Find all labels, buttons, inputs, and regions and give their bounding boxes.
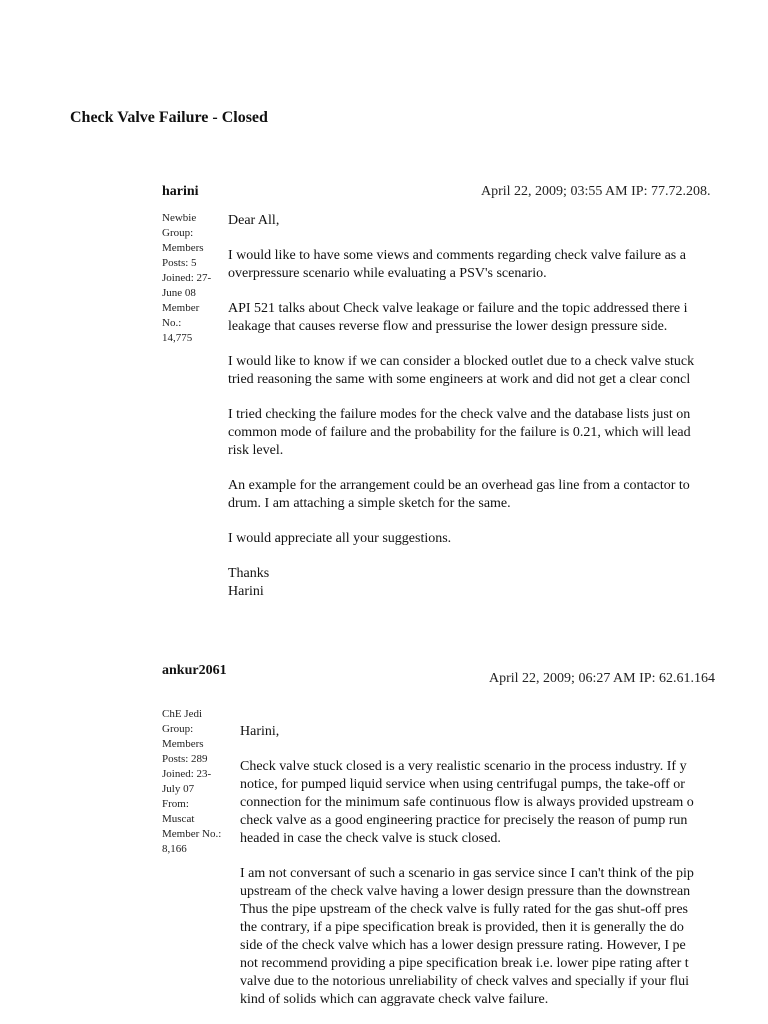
post-line: Check valve stuck closed is a very realistic scenario in the process industry. If y: [240, 759, 687, 774]
post-line: headed in case the check valve is stuck closed.: [240, 831, 501, 846]
post-author[interactable]: harini: [162, 184, 199, 199]
author-posts: Posts: 289: [162, 753, 208, 765]
author-member-no-label: No.:: [162, 317, 182, 329]
post-line: Harini: [228, 584, 264, 599]
post-line: I would appreciate all your suggestions.: [228, 531, 452, 546]
author-member-no: 14,775: [162, 332, 193, 344]
post-line: check valve as a good engineering practice for precisely the reason of pump run: [240, 813, 688, 828]
post-line: upstream of the check valve having a lower design pressure than the downstrean: [240, 884, 691, 899]
post-line: notice, for pumped liquid service when using centrifugal pumps, the take-off or: [240, 777, 685, 792]
post-line: common mode of failure and the probability for the failure is 0.21, which will lead: [228, 425, 691, 440]
author-info: [162, 707, 221, 857]
post-line: side of the check valve which has a lower design pressure rating. However, I pe: [240, 938, 686, 953]
post-line: I am not conversant of such a scenario in gas service since I can't think of the pip: [240, 866, 694, 881]
author-joined: Joined: 27-: [162, 272, 212, 284]
author-posts: Posts: 5: [162, 257, 197, 269]
post-line: Dear All,: [228, 213, 280, 228]
post-line: Thus the pipe upstream of the check valve is fully rated for the gas shut-off pres: [240, 902, 688, 917]
author-rank: ChE Jedi: [162, 708, 203, 720]
author-group: Members: [162, 738, 204, 750]
post-line: Harini,: [240, 724, 280, 739]
author-joined-date: June 08: [162, 287, 196, 299]
author-member-no: 8,166: [162, 843, 187, 855]
author-from-label: From:: [162, 798, 189, 810]
post-timestamp: April 22, 2009; 06:27 AM IP: 62.61.164: [489, 671, 715, 686]
page-title: Check Valve Failure - Closed: [70, 109, 268, 126]
author-info: [162, 211, 211, 346]
post-line: risk level.: [228, 443, 284, 458]
author-group-label: Group:: [162, 723, 194, 735]
post-body: [240, 723, 694, 1009]
author-joined-date: July 07: [162, 783, 195, 795]
post-line: An example for the arrangement could be an overhead gas line from a contactor to: [228, 478, 690, 493]
post-author[interactable]: ankur2061: [162, 663, 227, 678]
author-rank: Newbie: [162, 212, 197, 224]
post-line: kind of solids which can aggravate check valve failure.: [240, 992, 549, 1007]
author-group: Members: [162, 242, 204, 254]
author-member-label: Member: [162, 302, 200, 314]
post-line: the contrary, if a pipe specification break is provided, then it is generally the do: [240, 920, 684, 935]
post-line: valve due to the notorious unreliability of check valves and specially if your flui: [240, 974, 690, 989]
author-member-no-label: Member No.:: [162, 828, 222, 840]
post-line: I would like to know if we can consider a blocked outlet due to a check valve stuck: [228, 354, 695, 369]
post-line: I would like to have some views and comments regarding check valve failure as a: [228, 248, 686, 263]
post-line: not recommend providing a pipe specification break i.e. lower pipe rating after t: [240, 956, 689, 971]
author-group-label: Group:: [162, 227, 194, 239]
post-line: API 521 talks about Check valve leakage or failure and the topic addressed there i: [228, 301, 688, 316]
post-line: overpressure scenario while evaluating a PSV's scenario.: [228, 266, 547, 281]
post-line: Thanks: [228, 566, 270, 581]
author-location: Muscat: [162, 813, 195, 825]
author-joined: Joined: 23-: [162, 768, 212, 780]
post-line: tried reasoning the same with some engineers at work and did not get a clear concl: [228, 372, 691, 387]
post-timestamp: April 22, 2009; 03:55 AM IP: 77.72.208.: [481, 184, 711, 199]
post-line: drum. I am attaching a simple sketch for the same.: [228, 496, 511, 511]
post-line: connection for the minimum safe continuous flow is always provided upstream o: [240, 795, 694, 810]
post-body: [228, 212, 694, 601]
post-line: I tried checking the failure modes for the check valve and the database lists just on: [228, 407, 691, 422]
post-line: leakage that causes reverse flow and pressurise the lower design pressure side.: [228, 319, 668, 334]
